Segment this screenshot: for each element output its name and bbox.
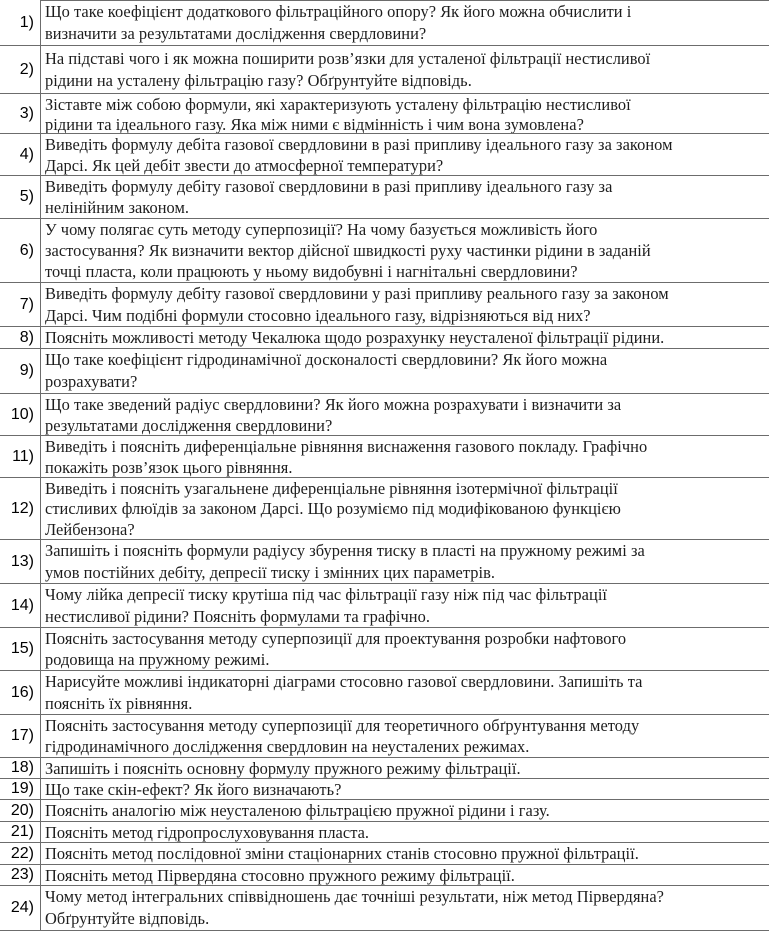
question-text [40, 283, 763, 326]
question-row [0, 758, 769, 779]
question-row [0, 283, 769, 327]
question-text-line: застосування? Як визначити вектор дійсної швидкості руху частинки рідини в заданій [45, 241, 651, 260]
question-number: 17) [10, 727, 34, 744]
question-text-line: поясніть їх рівняння. [45, 693, 193, 713]
question-number: 22) [10, 844, 34, 862]
question-row [0, 843, 769, 865]
question-number: 6) [19, 241, 34, 259]
question-text-line: результатами дослідження свердловини? [45, 415, 333, 435]
question-text-line: Чому лійка депресії тиску крутіша під час фільтрації газу ніж під час фільтрації [45, 585, 608, 604]
question-number: 11) [12, 447, 34, 465]
question-row [0, 822, 769, 843]
question-text [40, 134, 763, 175]
question-number: 15) [10, 640, 34, 657]
question-text-line: Дарсі. Як цей дебіт звести до атмосферної температури? [45, 155, 444, 175]
question-text-line: Поясніть метод гідропрослуховування пласта. [45, 823, 370, 842]
question-number: 12) [10, 499, 34, 517]
question-text [40, 0, 763, 45]
question-row [0, 584, 769, 628]
question-number: 9) [19, 362, 34, 379]
question-text-line: Запишіть і поясніть формули радіусу збурення тиску в пласті на пружному режимі за [45, 541, 645, 560]
question-text [40, 843, 763, 864]
question-number: 21) [10, 823, 34, 840]
question-text-line: Нарисуйте можливі індикаторні діаграми стосовно газової свердловини. Запишіть та [45, 672, 643, 691]
question-row [0, 478, 769, 540]
question-row [0, 46, 769, 94]
question-text-line: Поясніть метод послідовної зміни стаціонарних станів стосовно пружної фільтрації. [45, 844, 639, 863]
question-number: 5) [19, 188, 34, 205]
question-text-line: Виведіть і поясніть диференціальне рівняння виснаження газового покладу. Графічно [45, 437, 648, 456]
question-row [0, 865, 769, 886]
question-text-line: Виведіть формулу дебіту газової свердловини в разі припливу ідеального газу за [45, 177, 613, 196]
question-text [40, 436, 763, 477]
question-text [40, 394, 763, 435]
question-row [0, 540, 769, 584]
question-text-line: Поясніть застосування методу суперпозиції для теоретичного обґрунтування методу [45, 716, 640, 735]
question-text-line: точці пласта, коли працюють у ньому видобувні і нагнітальні свердловини? [45, 262, 578, 281]
question-row [0, 394, 769, 436]
question-number: 7) [19, 295, 34, 313]
question-text [40, 327, 763, 348]
question-text-line: Виведіть формулу дебіта газової свердловини в разі припливу ідеального газу за законом [45, 135, 673, 154]
question-row [0, 327, 769, 349]
question-text [40, 822, 763, 842]
question-number: 2) [19, 60, 34, 78]
question-text-line: Що таке коефіцієнт гідродинамічної досконалості свердловини? Як його можна [45, 350, 608, 369]
question-number: 19) [10, 780, 34, 797]
question-text-line: гідродинамічного дослідження свердловин на неусталених режимах. [45, 737, 530, 756]
question-row [0, 886, 769, 931]
question-text [40, 715, 763, 757]
question-number: 4) [19, 145, 34, 163]
question-text-line: розрахувати? [45, 372, 138, 391]
question-row [0, 628, 769, 671]
question-row [0, 671, 769, 715]
question-text-line: нестисливої рідини? Поясніть формулами та графічно. [45, 606, 430, 626]
question-row [0, 94, 769, 134]
question-text-line: нелінійним законом. [45, 198, 190, 217]
question-text-line: покажіть розв’язок цього рівняння. [45, 457, 293, 477]
question-text [40, 886, 763, 930]
question-text-line: Дарсі. Чим подібні формули стосовно ідеального газу, відрізняються від них? [45, 305, 591, 325]
question-text-line: На підставі чого і як можна поширити розв’язки для усталеної фільтрації нестисливої [45, 48, 651, 68]
question-number: 1) [19, 13, 34, 31]
question-text-line: Що таке коефіцієнт додаткового фільтраційного опору? Як його можна обчислити і [45, 1, 632, 21]
question-text-line: Чому метод інтегральних співвідношень дає точніші результати, ніж метод Пірвердяна? [45, 887, 665, 906]
question-text-line: умов постійних дебіту, депресії тиску і змінних цих параметрів. [45, 562, 496, 582]
question-text-line: Поясніть можливості методу Чекалюка щодо розрахунку неусталеної фільтрації рідини. [45, 328, 665, 347]
question-text-line: Обґрунтуйте відповідь. [45, 909, 210, 928]
question-text-line: У чому полягає суть методу суперпозиції? На чому базується можливість його [45, 220, 598, 239]
question-number: 16) [10, 683, 34, 701]
question-row [0, 219, 769, 283]
question-text-line: Запишіть і поясніть основну формулу пружного режиму фільтрації. [45, 759, 521, 778]
question-number: 14) [10, 596, 34, 614]
question-text [40, 800, 763, 821]
question-row [0, 779, 769, 800]
question-text [40, 671, 763, 714]
question-row [0, 176, 769, 219]
question-text-line: Виведіть формулу дебіту газової свердловини у разі припливу реального газу за законом [45, 284, 669, 303]
question-text [40, 584, 763, 627]
question-text-line: Виведіть і поясніть узагальнене диференціальне рівняння ізотермічної фільтрації [45, 479, 618, 498]
question-text [40, 349, 763, 393]
question-row [0, 715, 769, 758]
question-number: 20) [10, 801, 34, 819]
question-text-line: Зіставте між собою формули, які характеризують усталену фільтрацію нестисливої [45, 95, 631, 114]
question-row [0, 800, 769, 822]
question-text-line: визначити за результатами дослідження свердловини? [45, 23, 427, 43]
question-text-line: стисливих флюїдів за законом Дарсі. Що розуміємо під модифікованою функцією [45, 499, 621, 519]
question-text [40, 628, 763, 670]
question-text-line: Лейбензона? [45, 519, 135, 539]
question-text-line: рідини на усталену фільтрацію газу? Обґрунтуйте відповідь. [45, 70, 472, 90]
question-text [40, 478, 763, 539]
question-text [40, 219, 763, 282]
question-row [0, 436, 769, 478]
question-text [40, 176, 763, 218]
question-number: 24) [10, 899, 34, 916]
question-number: 8) [19, 328, 34, 346]
question-number: 13) [10, 552, 34, 570]
question-row [0, 0, 769, 46]
question-text-line: Поясніть аналогію між неусталеною фільтрацією пружної рідини і газу. [45, 801, 550, 820]
question-row [0, 134, 769, 176]
question-text [40, 758, 763, 778]
question-text-line: рідини та ідеального газу. Яка між ними є відмінність і чим вона зумовлена? [45, 114, 584, 133]
question-text-line: Що таке скін-ефект? Як його визначають? [45, 780, 342, 799]
question-text [40, 46, 763, 93]
question-number: 23) [10, 866, 34, 883]
question-text-line: Поясніть метод Пірвердяна стосовно пружного режиму фільтрації. [45, 866, 515, 885]
question-row [0, 349, 769, 394]
question-number: 10) [10, 405, 34, 423]
question-text [40, 865, 763, 885]
question-text [40, 779, 763, 799]
question-text [40, 94, 763, 133]
question-text [40, 540, 763, 583]
question-text-line: родовища на пружному режимі. [45, 650, 270, 669]
question-text-line: Поясніть застосування методу суперпозиції для проектування розробки нафтового [45, 629, 627, 648]
question-text-line: Що таке зведений радіус свердловини? Як його можна розрахувати і визначити за [45, 395, 622, 414]
question-number: 18) [10, 759, 34, 776]
question-number: 3) [19, 104, 34, 122]
